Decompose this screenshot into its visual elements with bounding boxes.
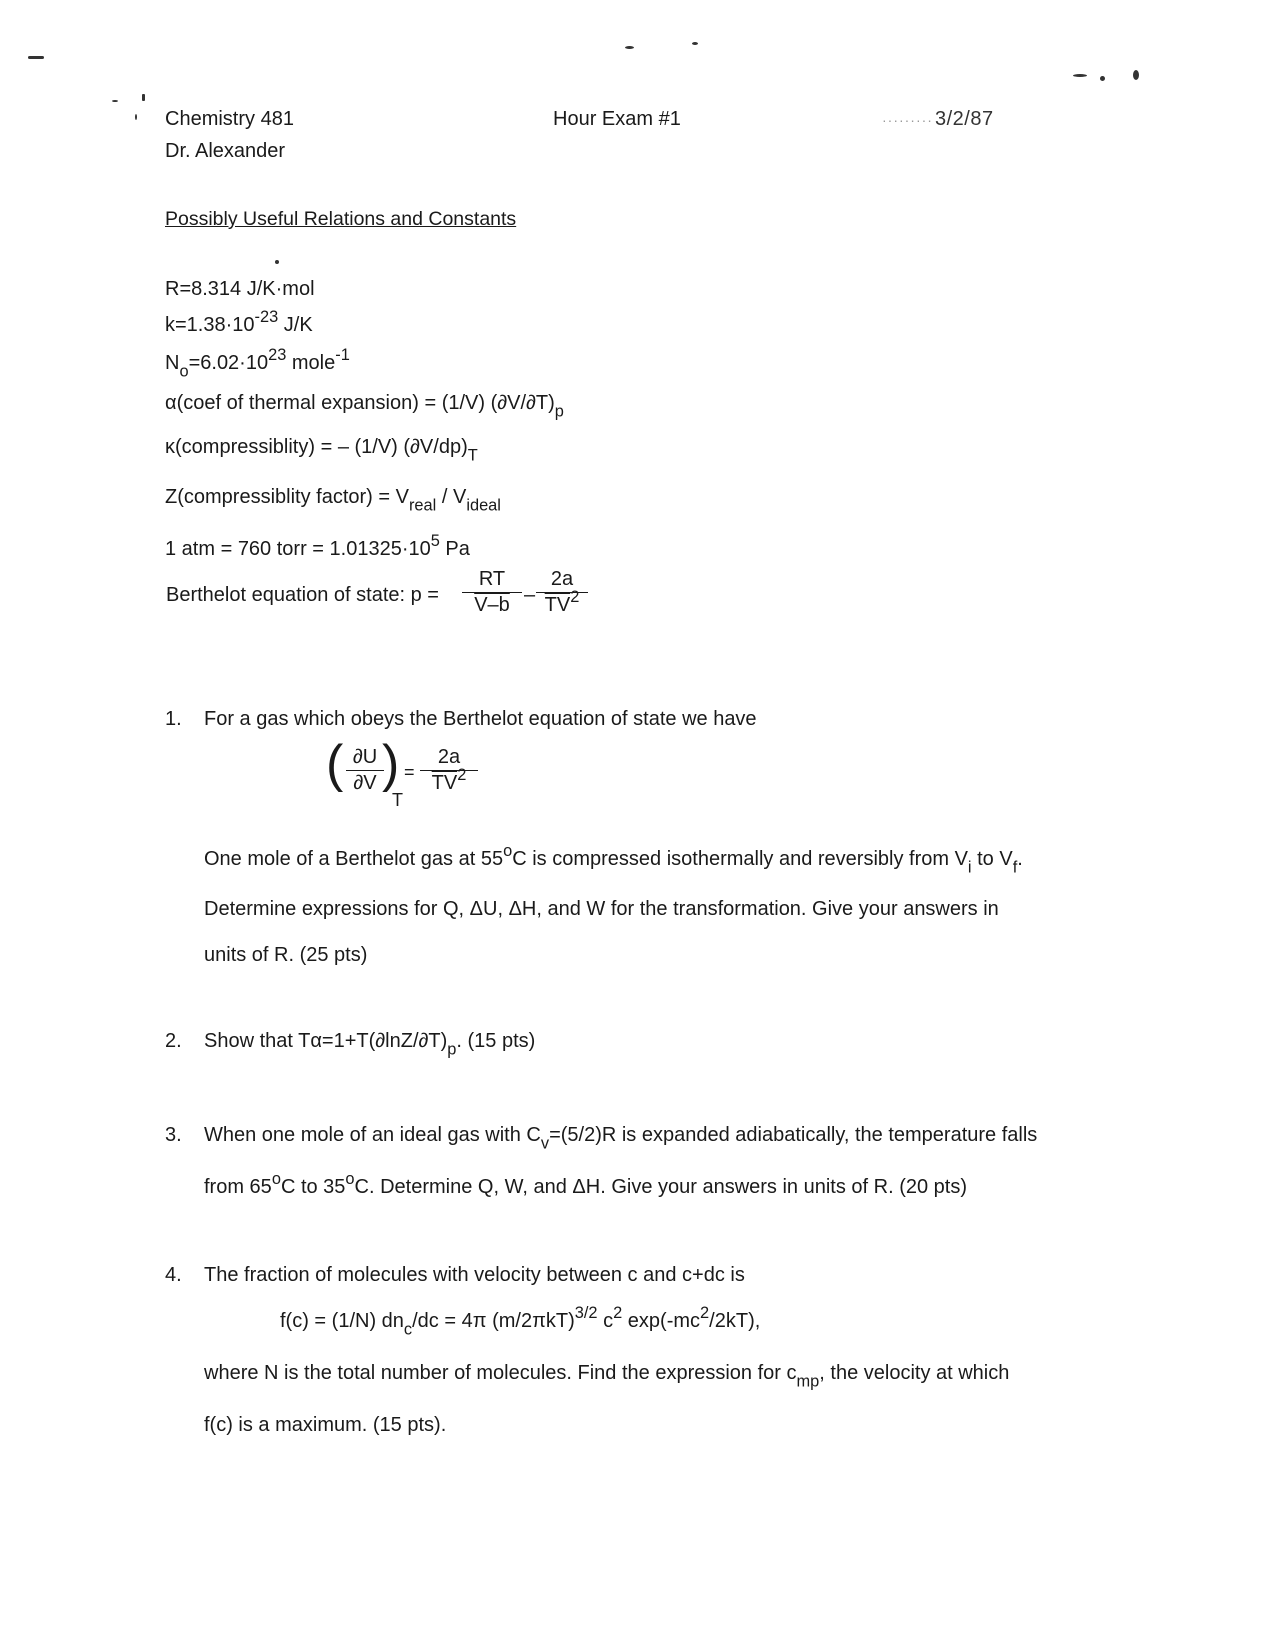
berthelot-numerator-1: RT xyxy=(478,568,506,590)
constant-avogadro: $N_o=6.02\cdot 10^{23}$ mole$^{-1}$ xyxy=(165,345,350,381)
scan-speck xyxy=(1100,76,1105,81)
berthelot-denominator-2: $\overline{TV}^2$ xyxy=(544,587,580,616)
relation-atm: 1 atm = 760 torr = $1.01325\cdot 10^5$ Pa xyxy=(165,531,470,560)
left-paren: ( xyxy=(326,735,344,793)
question-3-number: 3. xyxy=(165,1124,182,1146)
scan-speck xyxy=(692,42,698,45)
right-paren: ) xyxy=(382,735,400,793)
question-1-line-1: One mole of a Berthelot gas at 55$^o$C is compressed isothermally and reversibly from $V_i$ to $V_f$. xyxy=(204,841,1023,877)
berthelot-fraction-1 xyxy=(462,568,522,617)
scan-speck xyxy=(28,56,44,59)
rhs-denominator: $\overline{TV}^2$ xyxy=(431,765,467,794)
question-2-number: 2. xyxy=(165,1030,182,1052)
fraction-bar xyxy=(536,592,588,593)
scan-speck xyxy=(1133,70,1139,80)
fraction-bar xyxy=(346,770,384,771)
exam-date: 3/2/87 xyxy=(934,108,994,130)
equals-sign: = xyxy=(404,762,415,782)
question-1-rhs-fraction xyxy=(420,746,478,795)
constants-section-title: Possibly Useful Relations and Constants xyxy=(165,208,517,230)
course-name: Chemistry 481 xyxy=(165,108,294,130)
exam-date-wrapper xyxy=(882,108,994,131)
scan-speck xyxy=(1073,74,1087,77)
question-4-number: 4. xyxy=(165,1264,182,1286)
berthelot-numerator-2: 2a xyxy=(550,568,574,590)
date-dotted-leader: ········· xyxy=(882,112,933,128)
question-2-text: Show that $T\alpha=1+T(\partial\ln Z/\partial T)_p$. (15 pts) xyxy=(204,1030,536,1059)
scan-speck xyxy=(135,114,137,120)
relation-kappa: κ(compressiblity) = – (1/V) $(\partial V/dp)_T$ xyxy=(165,436,478,465)
relation-alpha: α(coef of thermal expansion) = (1/V) $(\partial V/\partial T)_p$ xyxy=(165,392,564,421)
question-3-line-2: from 65$^o$C to 35$^o$C. Determine Q, W, and ΔH. Give your answers in units of R. (20 pts) xyxy=(204,1169,968,1198)
partial-subscript: T xyxy=(392,790,403,810)
scan-speck xyxy=(275,260,279,264)
question-1-line-2: Determine expressions for Q, ΔU, ΔH, and W for the transformation. Give your answers in xyxy=(204,898,999,920)
question-4-equation: f(c) = (1/N) $dn_c/dc = 4\pi$ $(m/2\pi kT)^{3/2}$ $c^2$ $\exp(-mc^2/2kT)$, xyxy=(280,1303,761,1339)
fraction-bar xyxy=(462,592,522,593)
scan-speck xyxy=(625,46,634,49)
berthelot-label: Berthelot equation of state: p = xyxy=(166,584,439,606)
partial-numerator: ∂U xyxy=(352,746,378,768)
question-1-intro: For a gas which obeys the Berthelot equation of state we have xyxy=(204,708,757,730)
constant-R: R=8.314 J/K·mol xyxy=(165,278,315,300)
question-3-line-1: When one mole of an ideal gas with $C_v=(5/2)R$ is expanded adiabatically, the temperature falls xyxy=(204,1124,1038,1153)
berthelot-fraction-2 xyxy=(536,568,588,617)
question-1-number: 1. xyxy=(165,708,182,730)
fraction-bar xyxy=(420,770,478,771)
rhs-numerator: 2a xyxy=(437,746,461,768)
question-4-line-3: f(c) is a maximum. (15 pts). xyxy=(204,1414,447,1436)
scan-speck xyxy=(142,94,145,101)
constant-k: $k=1.38\cdot 10^{-23}$ J/K xyxy=(165,307,313,336)
berthelot-denominator-1: V–b xyxy=(474,594,510,616)
exam-title: Hour Exam #1 xyxy=(553,108,681,130)
question-4-line-1: The fraction of molecules with velocity between c and c+dc is xyxy=(204,1264,745,1286)
berthelot-minus: – xyxy=(524,584,536,606)
question-1-line-3: units of R. (25 pts) xyxy=(204,944,368,966)
instructor-name: Dr. Alexander xyxy=(165,140,286,162)
question-1-partial-derivative xyxy=(346,746,384,795)
question-4-line-2: where N is the total number of molecules. Find the expression for $c_{mp}$, the velocity at which xyxy=(204,1362,1010,1391)
relation-Z: Z(compressiblity factor) = $V_{real} / V_{ideal}$ xyxy=(165,486,501,515)
partial-denominator: ∂V xyxy=(353,772,377,794)
scan-speck xyxy=(112,100,118,102)
